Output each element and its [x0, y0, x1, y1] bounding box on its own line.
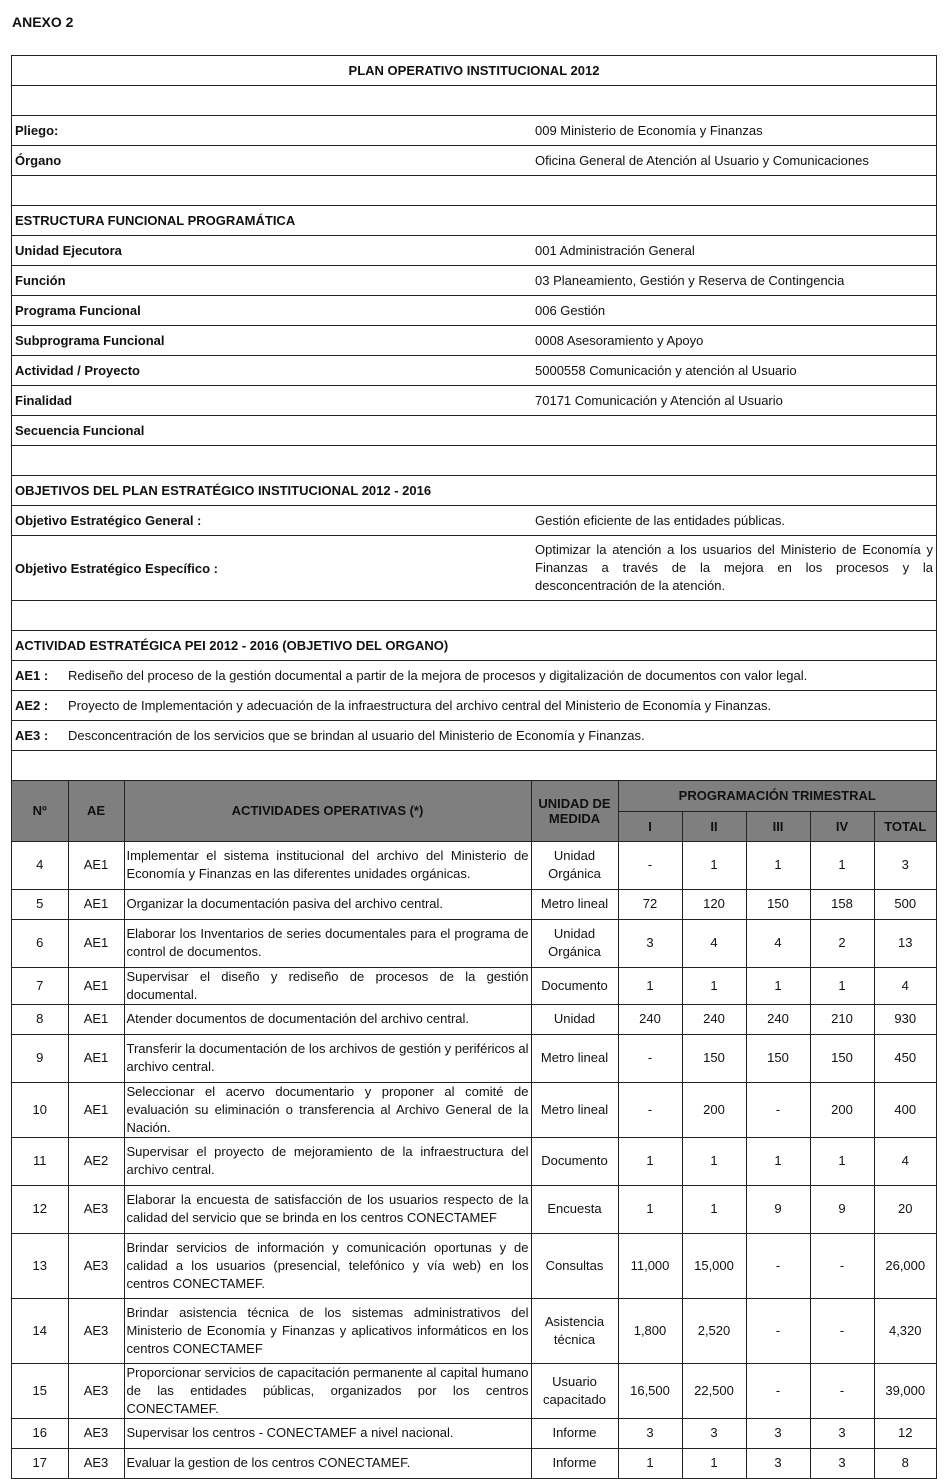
- cell-q2: 15,000: [682, 1233, 746, 1298]
- field-label: Finalidad: [15, 393, 73, 408]
- field-value: 001 Administración General: [535, 243, 695, 258]
- cell-number: 4: [12, 841, 68, 889]
- cell-q4: 210: [810, 1004, 874, 1034]
- field-label: Secuencia Funcional: [15, 423, 145, 438]
- field-label: Unidad Ejecutora: [15, 243, 122, 258]
- cell-activity: Elaborar la encuesta de satisfacción de los usuarios respecto de la calidad del servicio que se brinda en los centros CONECTAMEF: [124, 1185, 531, 1233]
- table-row: [12, 1448, 936, 1478]
- field-value: 70171 Comunicación y Atención al Usuario: [535, 393, 783, 408]
- cell-number: 5: [12, 889, 68, 919]
- plan-document: [11, 55, 937, 1479]
- ae-code: AE2 :: [15, 698, 49, 713]
- cell-q2: 240: [682, 1004, 746, 1034]
- field-row-programa: [12, 296, 936, 326]
- cell-activity: Seleccionar el acervo documentario y proponer al comité de evaluación su eliminación o transferencia al Archivo General de la Nación.: [124, 1082, 531, 1137]
- cell-q1: 1: [618, 1448, 682, 1478]
- table-row: [12, 1233, 936, 1298]
- cell-number: 16: [12, 1418, 68, 1448]
- cell-activity: Elaborar los Inventarios de series documentales para el programa de control de documentos.: [124, 919, 531, 967]
- cell-q1: 240: [618, 1004, 682, 1034]
- table-row: [12, 967, 936, 1004]
- field-value: 009 Ministerio de Economía y Finanzas: [535, 123, 763, 138]
- cell-ae: AE3: [68, 1448, 124, 1478]
- cell-total: 930: [874, 1004, 936, 1034]
- cell-number: 8: [12, 1004, 68, 1034]
- cell-q4: 1: [810, 1137, 874, 1185]
- annex-title: ANEXO 2: [12, 14, 74, 30]
- cell-q3: 1: [746, 841, 810, 889]
- cell-q3: -: [746, 1082, 810, 1137]
- operations-body: [12, 841, 936, 1478]
- cell-q3: 150: [746, 889, 810, 919]
- table-row: [12, 841, 936, 889]
- field-label: Pliego:: [15, 123, 59, 138]
- field-label: Órgano: [15, 153, 62, 168]
- cell-q3: 3: [746, 1448, 810, 1478]
- ae-item: [12, 661, 936, 691]
- cell-activity: Proporcionar servicios de capacitación permanente al capital humano de las entidades públicas, organizados por los centros CONECTAMEF.: [124, 1363, 531, 1418]
- cell-q2: 4: [682, 919, 746, 967]
- cell-q2: 1: [682, 1137, 746, 1185]
- cell-unit: Unidad Orgánica: [531, 919, 618, 967]
- header-unidad: UNIDAD DE MEDIDA: [531, 781, 618, 841]
- cell-number: 14: [12, 1298, 68, 1363]
- cell-total: 13: [874, 919, 936, 967]
- cell-q2: 22,500: [682, 1363, 746, 1418]
- cell-q3: -: [746, 1298, 810, 1363]
- table-row: [12, 1185, 936, 1233]
- table-row: [12, 889, 936, 919]
- ae-code: AE1 :: [15, 668, 49, 683]
- cell-q1: 1: [618, 1137, 682, 1185]
- cell-activity: Brindar asistencia técnica de los sistemas administrativos del Ministerio de Economía y Finanzas y aplicativos informáticos en los centros CONECTAMEF: [124, 1298, 531, 1363]
- cell-ae: AE3: [68, 1233, 124, 1298]
- cell-ae: AE2: [68, 1137, 124, 1185]
- cell-q1: 1,800: [618, 1298, 682, 1363]
- cell-q3: 240: [746, 1004, 810, 1034]
- field-label: Función: [15, 273, 66, 288]
- ae-text: Desconcentración de los servicios que se brindan al usuario del Ministerio de Economía y Finanzas.: [68, 728, 645, 743]
- field-row-organo: [12, 146, 936, 176]
- table-row: [12, 1418, 936, 1448]
- cell-q2: 2,520: [682, 1298, 746, 1363]
- ae-code: AE3 :: [15, 728, 49, 743]
- cell-q3: -: [746, 1233, 810, 1298]
- field-value: Oficina General de Atención al Usuario y Comunicaciones: [535, 153, 869, 168]
- cell-activity: Supervisar los centros - CONECTAMEF a nivel nacional.: [124, 1418, 531, 1448]
- cell-q1: 1: [618, 1185, 682, 1233]
- cell-q2: 1: [682, 1185, 746, 1233]
- cell-number: 6: [12, 919, 68, 967]
- cell-q2: 150: [682, 1034, 746, 1082]
- cell-q1: 72: [618, 889, 682, 919]
- cell-number: 10: [12, 1082, 68, 1137]
- cell-unit: Asistencia técnica: [531, 1298, 618, 1363]
- table-row: [12, 1137, 936, 1185]
- cell-q2: 1: [682, 1448, 746, 1478]
- spacer-row: [12, 176, 936, 206]
- field-row-objetivo-general: [12, 506, 936, 536]
- cell-q3: 150: [746, 1034, 810, 1082]
- cell-unit: Unidad: [531, 1004, 618, 1034]
- cell-q4: -: [810, 1233, 874, 1298]
- cell-activity: Transferir la documentación de los archivos de gestión y periféricos al archivo central.: [124, 1034, 531, 1082]
- cell-q4: 1: [810, 967, 874, 1004]
- cell-unit: Metro lineal: [531, 889, 618, 919]
- field-row-pliego: [12, 116, 936, 146]
- cell-activity: Supervisar el diseño y rediseño de procesos de la gestión documental.: [124, 967, 531, 1004]
- operations-section: [12, 781, 936, 1478]
- section-title-objetivos: OBJETIVOS DEL PLAN ESTRATÉGICO INSTITUCIONAL 2012 - 2016: [12, 476, 936, 506]
- cell-ae: AE1: [68, 919, 124, 967]
- cell-q1: 3: [618, 919, 682, 967]
- cell-unit: Encuesta: [531, 1185, 618, 1233]
- cell-q3: 1: [746, 1137, 810, 1185]
- field-value: 5000558 Comunicación y atención al Usuario: [535, 363, 797, 378]
- cell-ae: AE1: [68, 967, 124, 1004]
- cell-number: 7: [12, 967, 68, 1004]
- cell-q4: 200: [810, 1082, 874, 1137]
- header-q2: II: [682, 811, 746, 841]
- cell-q2: 120: [682, 889, 746, 919]
- table-row: [12, 919, 936, 967]
- cell-total: 20: [874, 1185, 936, 1233]
- cell-total: 8: [874, 1448, 936, 1478]
- spacer-row: [12, 446, 936, 476]
- cell-q4: 158: [810, 889, 874, 919]
- cell-q1: -: [618, 1082, 682, 1137]
- cell-total: 450: [874, 1034, 936, 1082]
- field-row-actividad: [12, 356, 936, 386]
- cell-q3: -: [746, 1363, 810, 1418]
- cell-q1: -: [618, 841, 682, 889]
- ae-text: Rediseño del proceso de la gestión documental a partir de la mejora de procesos y digitalización de documentos con valor legal.: [68, 668, 808, 683]
- header-q1: I: [618, 811, 682, 841]
- field-label: Objetivo Estratégico General :: [15, 513, 202, 528]
- cell-ae: AE1: [68, 841, 124, 889]
- plan-title: PLAN OPERATIVO INSTITUCIONAL 2012: [12, 56, 936, 86]
- header-programacion: PROGRAMACIÓN TRIMESTRAL: [618, 781, 936, 811]
- field-value: 03 Planeamiento, Gestión y Reserva de Contingencia: [535, 273, 845, 288]
- cell-q3: 9: [746, 1185, 810, 1233]
- field-row-objetivo-especifico: [12, 536, 936, 601]
- header-q3: III: [746, 811, 810, 841]
- cell-total: 26,000: [874, 1233, 936, 1298]
- cell-ae: AE1: [68, 1034, 124, 1082]
- cell-total: 4: [874, 1137, 936, 1185]
- cell-ae: AE3: [68, 1185, 124, 1233]
- header-q4: IV: [810, 811, 874, 841]
- cell-activity: Organizar la documentación pasiva del archivo central.: [124, 889, 531, 919]
- table-row: [12, 1004, 936, 1034]
- cell-unit: Usuario capacitado: [531, 1363, 618, 1418]
- cell-q3: 3: [746, 1418, 810, 1448]
- cell-ae: AE3: [68, 1298, 124, 1363]
- field-row-unidad-ejecutora: [12, 236, 936, 266]
- cell-q1: 16,500: [618, 1363, 682, 1418]
- cell-number: 9: [12, 1034, 68, 1082]
- field-label: Subprograma Funcional: [15, 333, 165, 348]
- cell-q2: 1: [682, 967, 746, 1004]
- field-row-subprograma: [12, 326, 936, 356]
- cell-q4: 3: [810, 1448, 874, 1478]
- cell-q4: 150: [810, 1034, 874, 1082]
- cell-total: 3: [874, 841, 936, 889]
- field-value: Gestión eficiente de las entidades públicas.: [535, 513, 786, 528]
- cell-q1: 1: [618, 967, 682, 1004]
- table-row: [12, 1082, 936, 1137]
- cell-unit: Informe: [531, 1448, 618, 1478]
- cell-unit: Consultas: [531, 1233, 618, 1298]
- cell-number: 11: [12, 1137, 68, 1185]
- field-row-funcion: [12, 266, 936, 296]
- spacer-row: [12, 86, 936, 116]
- cell-ae: AE1: [68, 1004, 124, 1034]
- operations-table: [12, 781, 936, 1478]
- ae-text: Proyecto de Implementación y adecuación de la infraestructura del archivo central del Ministerio de Economía y Finanzas.: [68, 698, 772, 713]
- cell-unit: Documento: [531, 967, 618, 1004]
- cell-unit: Documento: [531, 1137, 618, 1185]
- table-row: [12, 1298, 936, 1363]
- cell-ae: AE3: [68, 1418, 124, 1448]
- cell-q2: 1: [682, 841, 746, 889]
- cell-q4: 9: [810, 1185, 874, 1233]
- cell-q3: 4: [746, 919, 810, 967]
- cell-number: 12: [12, 1185, 68, 1233]
- section-title-estructura: ESTRUCTURA FUNCIONAL PROGRAMÁTICA: [12, 206, 936, 236]
- cell-q1: 11,000: [618, 1233, 682, 1298]
- ae-item: [12, 721, 936, 751]
- cell-ae: AE1: [68, 889, 124, 919]
- cell-unit: Metro lineal: [531, 1034, 618, 1082]
- cell-q1: -: [618, 1034, 682, 1082]
- cell-activity: Atender documentos de documentación del archivo central.: [124, 1004, 531, 1034]
- field-value: 0008 Asesoramiento y Apoyo: [535, 333, 704, 348]
- cell-activity: Supervisar el proyecto de mejoramiento de la infraestructura del archivo central.: [124, 1137, 531, 1185]
- cell-q4: -: [810, 1363, 874, 1418]
- cell-q4: 2: [810, 919, 874, 967]
- header-n: Nº: [12, 781, 68, 841]
- field-label: Programa Funcional: [15, 303, 141, 318]
- cell-unit: Metro lineal: [531, 1082, 618, 1137]
- cell-unit: Unidad Orgánica: [531, 841, 618, 889]
- cell-number: 17: [12, 1448, 68, 1478]
- cell-activity: Brindar servicios de información y comunicación oportunas y de calidad a los usuarios (presencial, telefónico y vía web) en los centros CONECTAMEF.: [124, 1233, 531, 1298]
- field-value: 006 Gestión: [535, 303, 606, 318]
- cell-number: 15: [12, 1363, 68, 1418]
- cell-total: 500: [874, 889, 936, 919]
- spacer-row: [12, 751, 936, 781]
- table-row: [12, 1363, 936, 1418]
- cell-q4: 1: [810, 841, 874, 889]
- field-row-finalidad: [12, 386, 936, 416]
- spacer-row: [12, 601, 936, 631]
- field-label: Objetivo Estratégico Específico :: [15, 560, 218, 576]
- field-label: Actividad / Proyecto: [15, 363, 140, 378]
- cell-activity: Implementar el sistema institucional del archivo del Ministerio de Economía y Finanzas en las diferentes unidades orgánicas.: [124, 841, 531, 889]
- cell-q1: 3: [618, 1418, 682, 1448]
- cell-ae: AE3: [68, 1363, 124, 1418]
- cell-q4: -: [810, 1298, 874, 1363]
- header-total: TOTAL: [874, 811, 936, 841]
- cell-q2: 3: [682, 1418, 746, 1448]
- field-value: Optimizar la atención a los usuarios del Ministerio de Economía y Finanzas a través de la mejora en los procesos y la desconcentración de la atención.: [535, 542, 933, 593]
- cell-number: 13: [12, 1233, 68, 1298]
- cell-unit: Informe: [531, 1418, 618, 1448]
- cell-total: 4: [874, 967, 936, 1004]
- header-actividades: ACTIVIDADES OPERATIVAS (*): [124, 781, 531, 841]
- field-row-secuencia: [12, 416, 936, 446]
- cell-q2: 200: [682, 1082, 746, 1137]
- cell-total: 400: [874, 1082, 936, 1137]
- section-title-actividad: ACTIVIDAD ESTRATÉGICA PEI 2012 - 2016 (OBJETIVO DEL ORGANO): [12, 631, 936, 661]
- table-row: [12, 1034, 936, 1082]
- cell-q4: 3: [810, 1418, 874, 1448]
- cell-ae: AE1: [68, 1082, 124, 1137]
- cell-q3: 1: [746, 967, 810, 1004]
- cell-total: 12: [874, 1418, 936, 1448]
- cell-total: 39,000: [874, 1363, 936, 1418]
- cell-total: 4,320: [874, 1298, 936, 1363]
- ae-item: [12, 691, 936, 721]
- cell-activity: Evaluar la gestion de los centros CONECTAMEF.: [124, 1448, 531, 1478]
- header-ae: AE: [68, 781, 124, 841]
